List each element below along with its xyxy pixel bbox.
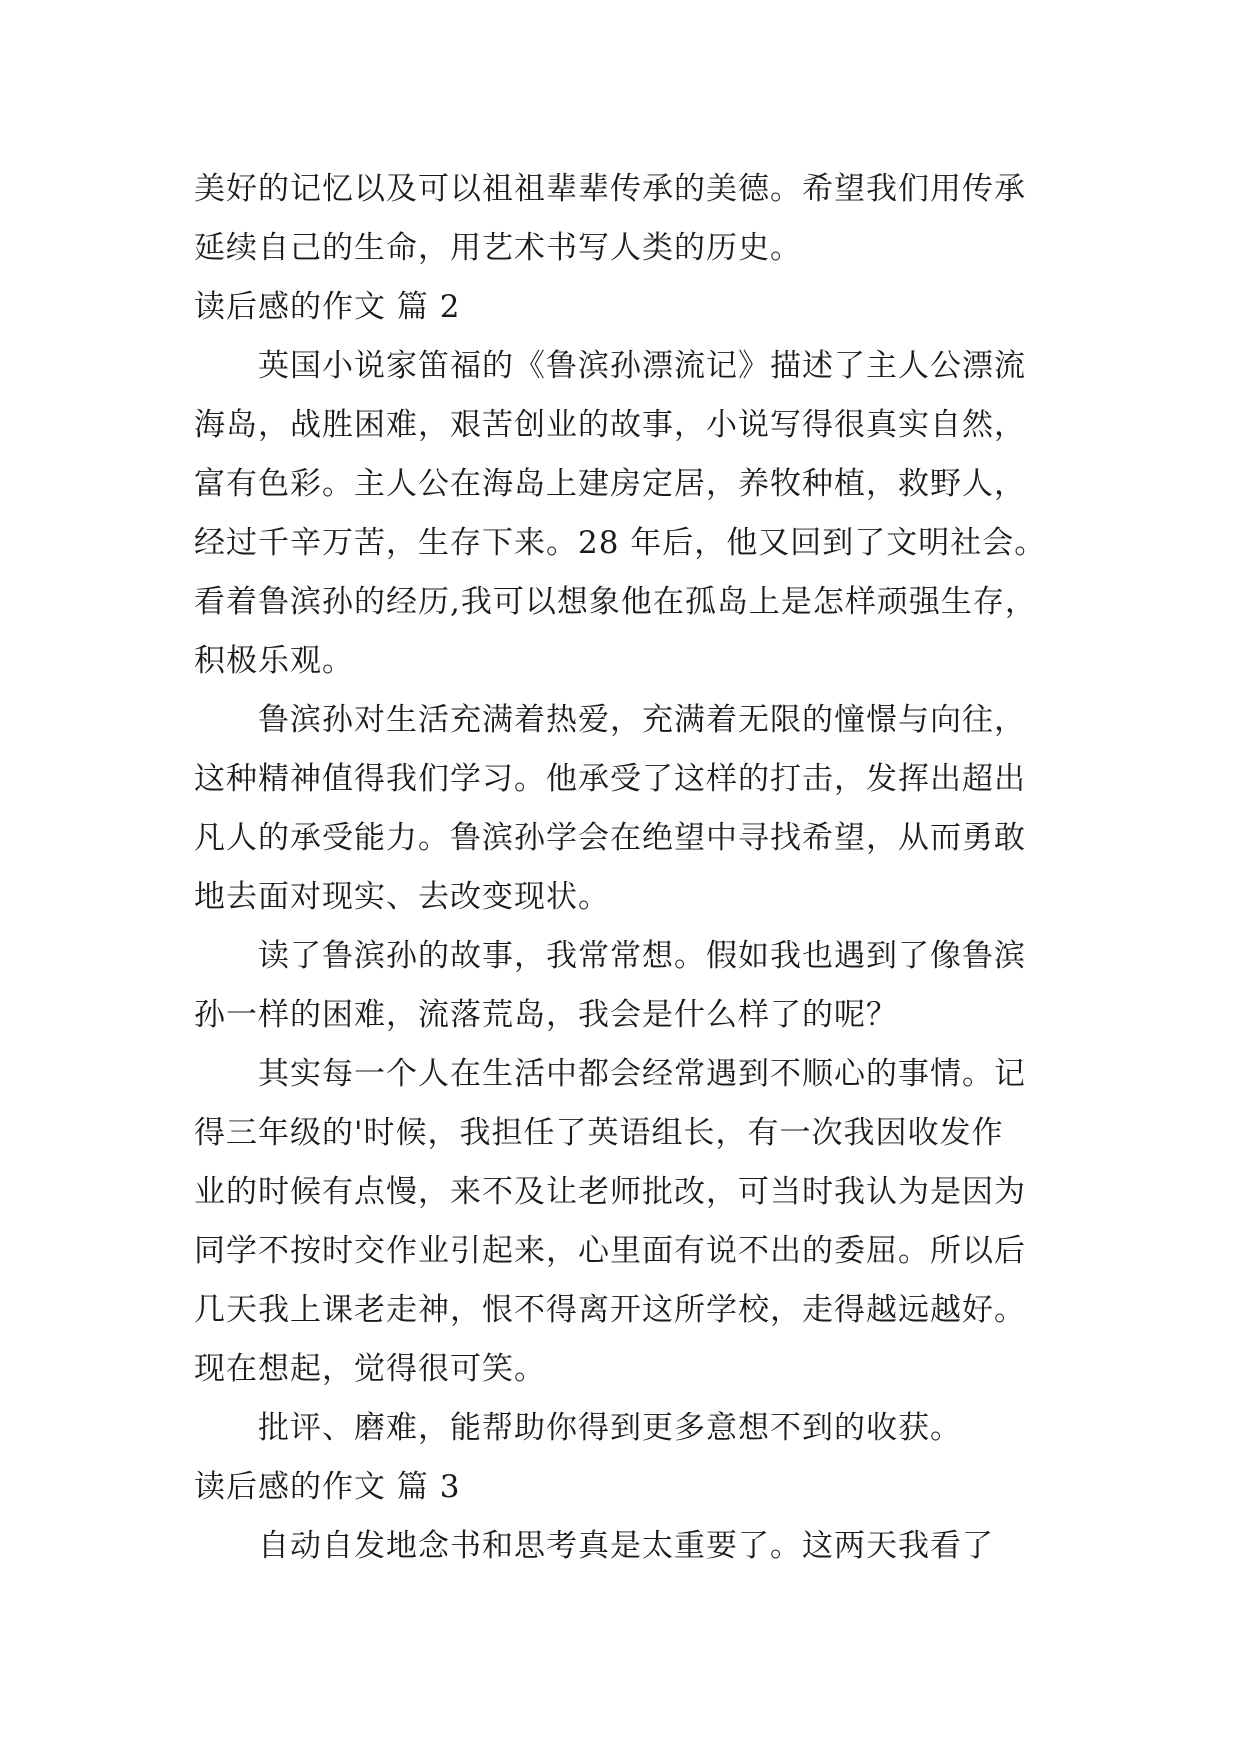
text-line: 看着鲁滨孙的经历,我可以想象他在孤岛上是怎样顽强生存， [194,584,1037,620]
text-line: 海岛，战胜困难，艰苦创业的故事，小说写得很真实自然， [194,407,1026,443]
text-line: 积极乐观。 [194,643,354,679]
paragraph-first-line: 自动自发地念书和思考真是太重要了。这两天我看了 [258,1528,994,1564]
document-body [194,160,1074,1576]
text-line: 经过千辛万苦，生存下来。28 年后，他又回到了文明社会。 [194,525,1047,561]
section-heading: 读后感的作文 篇 2 [194,289,461,325]
text-line: 业的时候有点慢，来不及让老师批改，可当时我认为是因为 [194,1174,1026,1210]
section-heading: 读后感的作文 篇 3 [194,1469,461,1505]
text-line: 地去面对现实、去改变现状。 [194,879,610,915]
text-line: 富有色彩。主人公在海岛上建房定居，养牧种植，救野人， [194,466,1026,502]
paragraph-first-line: 英国小说家笛福的《鲁滨孙漂流记》描述了主人公漂流 [258,348,1026,384]
text-line: 凡人的承受能力。鲁滨孙学会在绝望中寻找希望，从而勇敢 [194,820,1026,856]
text-line: 这种精神值得我们学习。他承受了这样的打击，发挥出超出 [194,761,1026,797]
paragraph-first-line: 批评、磨难，能帮助你得到更多意想不到的收获。 [258,1410,962,1446]
text-line: 延续自己的生命，用艺术书写人类的历史。 [194,230,802,266]
text-line: 同学不按时交作业引起来，心里面有说不出的委屈。所以后 [194,1233,1026,1269]
paragraph-first-line: 读了鲁滨孙的故事，我常常想。假如我也遇到了像鲁滨 [258,938,1026,974]
text-line: 得三年级的'时候，我担任了英语组长，有一次我因收发作 [194,1115,1004,1151]
paragraph-first-line: 鲁滨孙对生活充满着热爱，充满着无限的憧憬与向往， [258,702,1026,738]
text-line: 美好的记忆以及可以祖祖辈辈传承的美德。希望我们用传承 [194,171,1026,207]
paragraph-first-line: 其实每一个人在生活中都会经常遇到不顺心的事情。记 [258,1056,1026,1092]
text-line: 孙一样的困难，流落荒岛，我会是什么样了的呢？ [194,997,898,1033]
text-line: 现在想起，觉得很可笑。 [194,1351,546,1387]
text-line: 几天我上课老走神，恨不得离开这所学校，走得越远越好。 [194,1292,1026,1328]
